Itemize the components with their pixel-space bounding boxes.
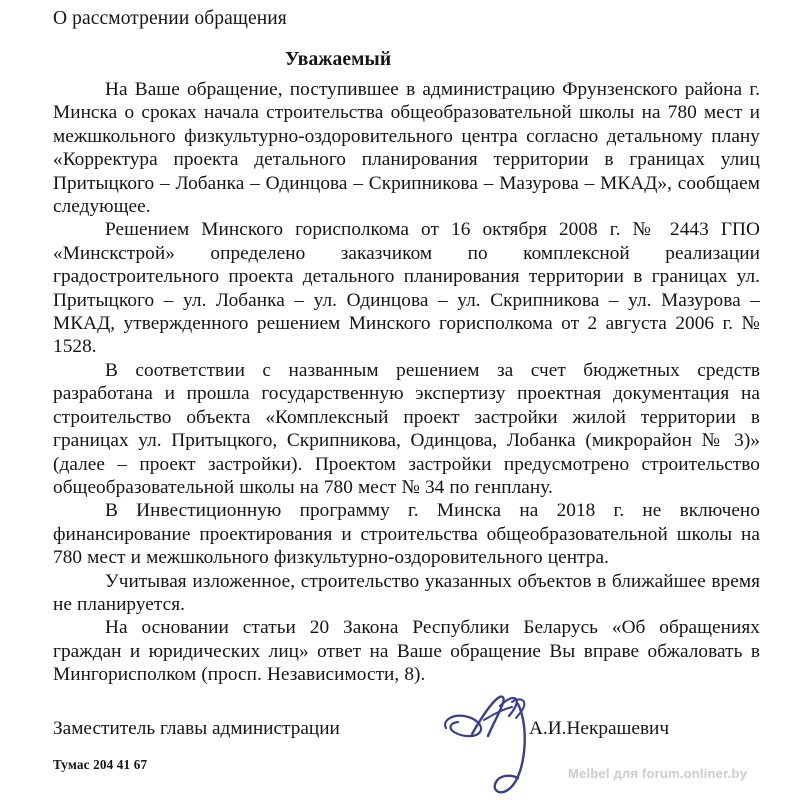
document-body: [53, 78, 760, 687]
watermark: Melbel для forum.onliner.by: [568, 766, 748, 781]
body-paragraph: На основании статьи 20 Закона Республики Беларусь «Об обращениях граждан и юридических лиц» ответ на Ваше обращение Вы вправе обжаловать в Мингорисполком (просп. Независимости, 8).: [53, 617, 760, 686]
signature-block: [53, 718, 760, 748]
salutation: Уважаемый: [285, 49, 392, 70]
executor-contact: Тумас 204 41 67: [53, 757, 148, 772]
body-paragraph: Учитывая изложенное, строительство указанных объектов в ближайшее время не планируется.: [53, 570, 760, 615]
body-paragraph: Решением Минского горисполкома от 16 октября 2008 г. № 2443 ГПО «Минскстрой» определено заказчиком по комплексной реализации градостроительного проекта детального планирования территории в границах ул. Притыцкого – ул. Лобанка – ул. Одинцова – ул. Скрипникова – ул. Мазурова – МКАД, утвержденного решением Минского горисполкома от 2 августа 2006 г. № 1528.: [53, 219, 760, 358]
document-subject-line: О рассмотрении обращения: [53, 8, 287, 29]
body-paragraph: В соответствии с названным решением за счет бюджетных средств разработана и прошла государственную экспертизу проектная документация на строительство объекта «Комплексный проект застройки жилой территории в границах ул. Притыцкого, Скрипникова, Одинцова, Лобанка (микрорайон № 3)» (далее – проект застройки). Проектом застройки предусмотрено строительство общеобразовательной школы на 780 мест № 34 по генплану.: [53, 359, 760, 498]
signatory-title: Заместитель главы администрации: [53, 718, 340, 739]
body-paragraph: В Инвестиционную программу г. Минска на 2018 г. не включено финансирование проектирования и строительства общеобразовательной школы на 780 мест и межшкольного физкультурно-оздоровительного центра.: [53, 500, 760, 569]
body-paragraph: На Ваше обращение, поступившее в администрацию Фрунзенского района г. Минска о сроках начала строительства общеобразовательной школы на 780 мест и межшкольного физкультурно-оздоровительного центра согласно детальному плану «Корректура проекта детального планирования территории в границах улиц Притыцкого – Лобанка – Одинцова – Скрипникова – Мазурова – МКАД», сообщаем следующее.: [53, 79, 760, 218]
signatory-name: А.И.Некрашевич: [529, 718, 670, 739]
